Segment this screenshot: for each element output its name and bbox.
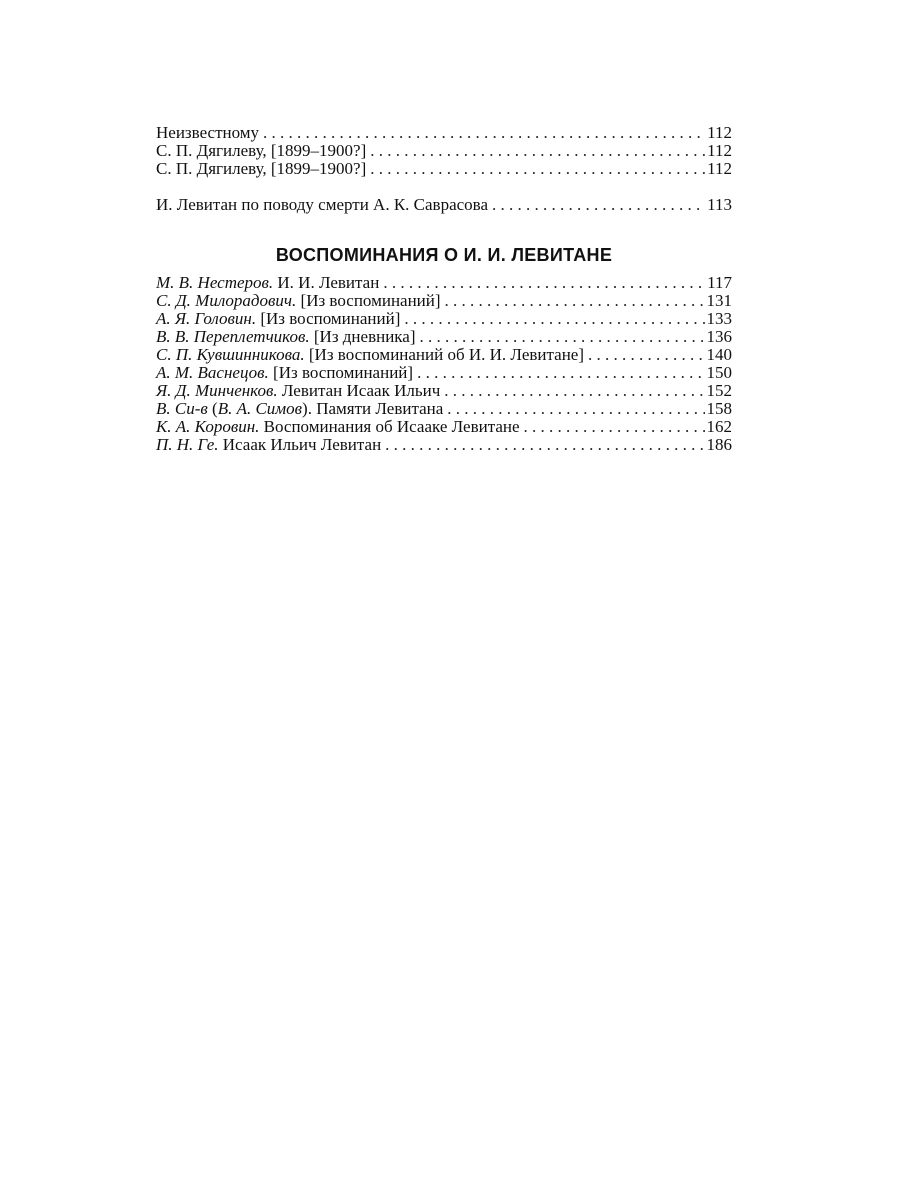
toc-entry-author: С. П. Кувшинникова.: [156, 345, 305, 364]
toc-entry-page: 162: [706, 417, 732, 436]
spacer: [156, 178, 732, 196]
toc-entry-page: 150: [706, 363, 732, 382]
toc-entry-title: Памяти Левитана: [316, 399, 444, 418]
toc-dot-leader: [445, 292, 705, 310]
toc-dot-leader: [420, 328, 705, 346]
toc-entry-text: [156, 310, 400, 328]
toc-author-note: В. А. Симов: [217, 399, 303, 418]
toc-entry-author: А. Я. Головин.: [156, 309, 257, 328]
toc-dot-leader: [417, 364, 704, 382]
toc-entry-title: [Из воспоминаний об И. И. Левитане]: [308, 345, 584, 364]
toc-entry-page: 152: [706, 381, 732, 400]
toc-author-note-open: (: [212, 399, 218, 418]
toc-entry-page: 131: [706, 291, 732, 310]
section-heading: ВОСПОМИНАНИЯ О И. И. ЛЕВИТАНЕ: [275, 245, 613, 265]
toc-dot-leader: [447, 400, 704, 418]
toc-dot-leader: [524, 418, 705, 436]
toc-entry-page: 136: [706, 327, 732, 346]
toc-dot-leader: [492, 196, 705, 214]
toc-entry-page: 112: [707, 123, 732, 142]
toc-entry: [156, 346, 732, 364]
toc-entry-text: [156, 292, 441, 310]
toc-upper-list: [156, 124, 732, 178]
toc-entry-title: [Из воспоминаний]: [300, 291, 441, 310]
toc-dot-leader: [385, 436, 704, 454]
toc-author-note-close: ).: [302, 399, 312, 418]
toc-entry: [156, 274, 732, 292]
toc-entry-page: 112: [707, 141, 732, 160]
toc-entry: [156, 124, 732, 142]
toc-memoirs-list: [156, 274, 732, 454]
toc-entry: [156, 364, 732, 382]
toc-entry: [156, 196, 732, 214]
toc-entry-author: М. В. Нестеров.: [156, 273, 274, 292]
toc-entry: [156, 142, 732, 160]
toc-entry-title: Воспоминания об Исааке Левитане: [263, 417, 520, 436]
toc-dot-leader: [404, 310, 704, 328]
toc-entry-text: [156, 400, 443, 418]
toc-dot-leader: [263, 124, 705, 142]
toc-entry: [156, 328, 732, 346]
toc-entry-title: [Из воспоминаний]: [260, 309, 401, 328]
toc-page: [156, 124, 732, 454]
toc-entry-page: 113: [707, 195, 732, 214]
toc-entry-page: 112: [707, 159, 732, 178]
toc-entry-text: [156, 364, 413, 382]
toc-entry-author: К. А. Коровин.: [156, 417, 260, 436]
toc-entry-author: П. Н. Ге.: [156, 435, 219, 454]
toc-entry-author: В. В. Переплетчиков.: [156, 327, 310, 346]
toc-entry-page: 186: [706, 435, 732, 454]
toc-entry-page: 117: [707, 273, 732, 292]
toc-entry: [156, 382, 732, 400]
toc-entry-author: Я. Д. Минченков.: [156, 381, 278, 400]
toc-dot-leader: [444, 382, 704, 400]
toc-entry-title: Левитан Исаак Ильич: [281, 381, 441, 400]
toc-entry-text: [156, 436, 381, 454]
toc-entry-title: [Из воспоминаний]: [273, 363, 414, 382]
toc-entry-title: С. П. Дягилеву, [1899–1900?]: [156, 141, 367, 160]
toc-entry-title: Неизвестному: [156, 123, 260, 142]
toc-entry: [156, 292, 732, 310]
toc-entry-page: 140: [706, 345, 732, 364]
toc-entry-author: С. Д. Милорадович.: [156, 291, 297, 310]
toc-entry-title: С. П. Дягилеву, [1899–1900?]: [156, 159, 367, 178]
toc-entry: [156, 400, 732, 418]
toc-entry-author: В. Си-в: [156, 399, 208, 418]
toc-entry: [156, 436, 732, 454]
toc-dot-leader: [383, 274, 705, 292]
toc-dot-leader: [370, 160, 705, 178]
toc-entry: [156, 418, 732, 436]
toc-entry-author: А. М. Васнецов.: [156, 363, 269, 382]
toc-entry-text: [156, 328, 416, 346]
toc-entry-text: [156, 418, 520, 436]
toc-entry: [156, 160, 732, 178]
toc-dot-leader: [370, 142, 705, 160]
toc-entry-text: [156, 274, 379, 292]
toc-entry-title: И. И. Левитан: [277, 273, 380, 292]
toc-entry-title: И. Левитан по поводу смерти А. К. Саврасова: [156, 195, 489, 214]
toc-entry: [156, 310, 732, 328]
toc-entry-text: [156, 382, 440, 400]
toc-entry-title: Исаак Ильич Левитан: [222, 435, 382, 454]
toc-entry-text: [156, 346, 584, 364]
toc-entry-title: [Из дневника]: [313, 327, 416, 346]
toc-entry-page: 133: [706, 309, 732, 328]
toc-entry-page: 158: [706, 399, 732, 418]
toc-dot-leader: [588, 346, 705, 364]
